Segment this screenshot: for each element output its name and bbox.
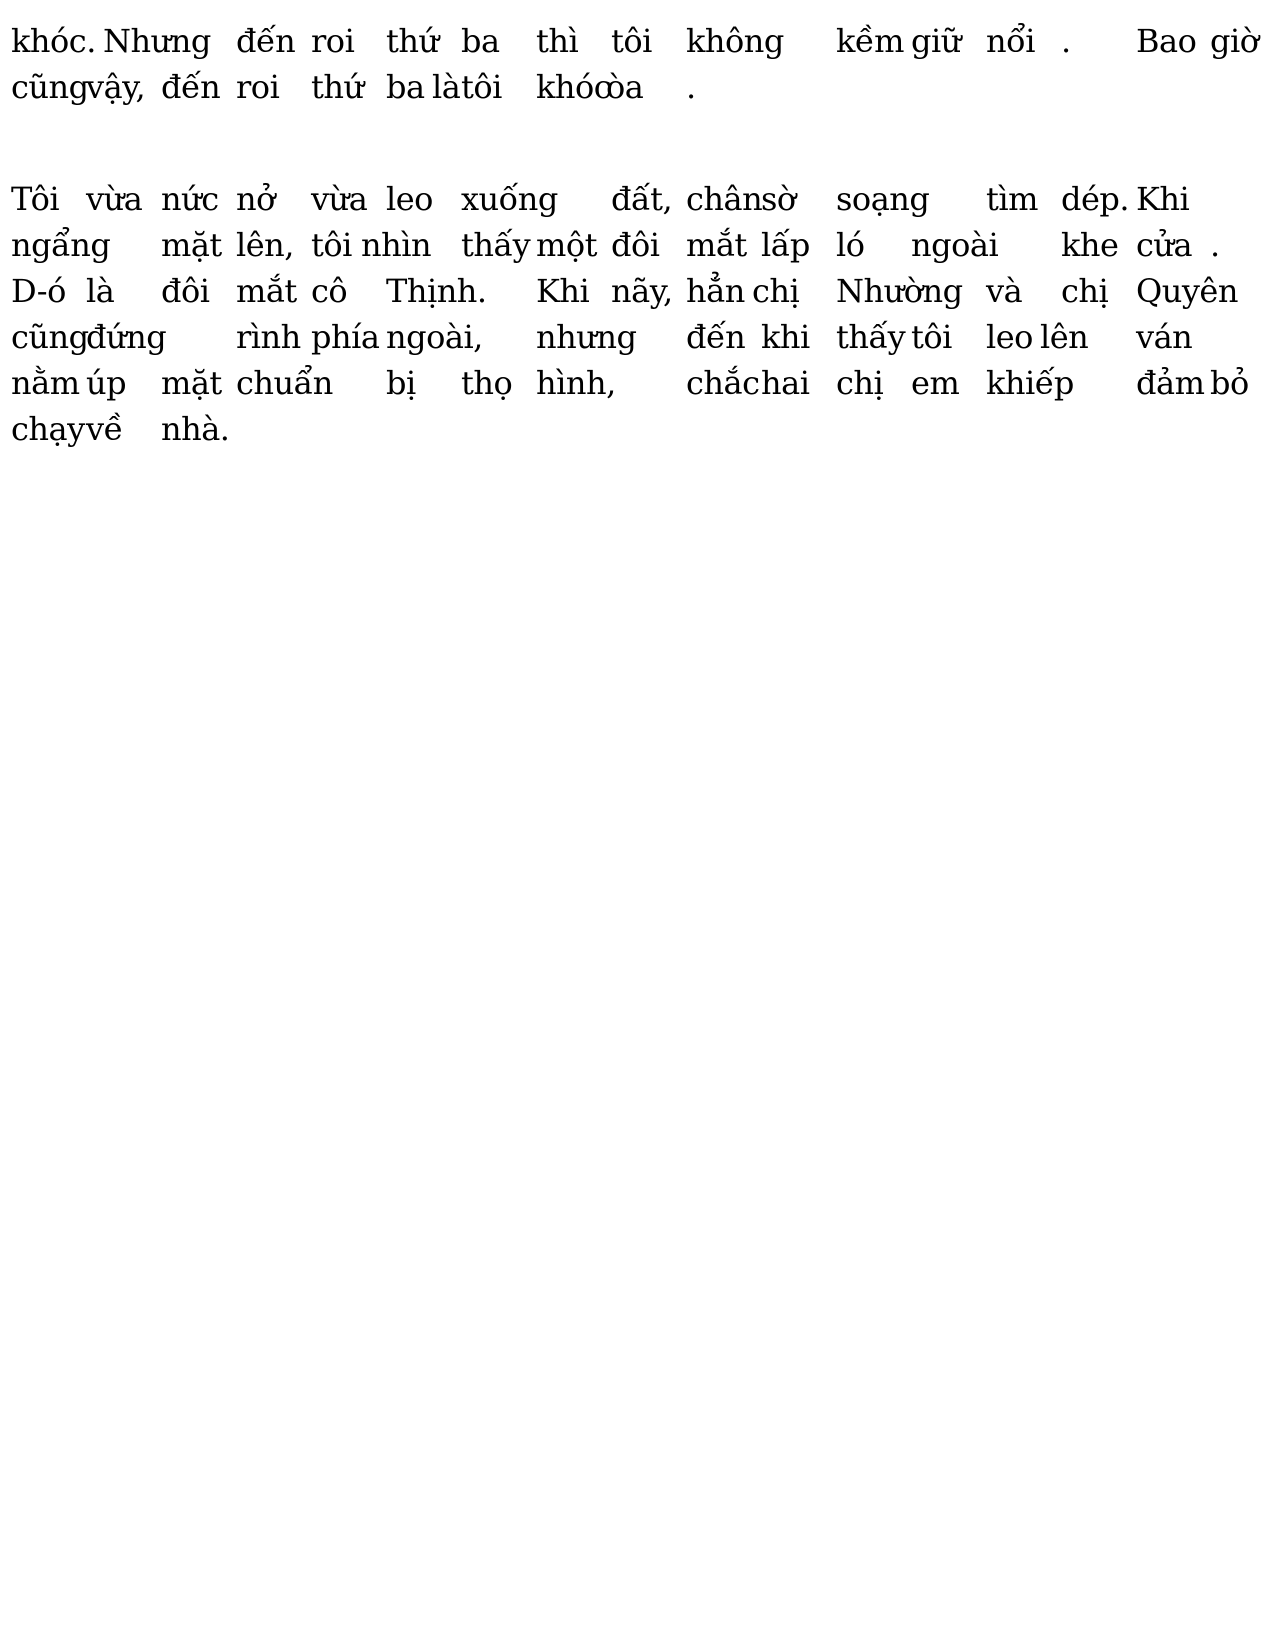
word: khe	[1061, 226, 1119, 264]
word: đến	[161, 68, 221, 106]
word: đất,	[611, 180, 673, 218]
word: chị	[752, 272, 800, 310]
word: đảm	[1136, 364, 1205, 402]
word: vậy,	[86, 68, 146, 106]
text-line	[0, 176, 1275, 222]
word: chuẩn	[236, 364, 333, 402]
word: Bao	[1136, 22, 1197, 60]
word: cửa	[1136, 226, 1193, 264]
word: thứ	[386, 22, 439, 60]
text-line	[0, 268, 1275, 314]
word: vừa	[86, 180, 143, 218]
word: lấp	[761, 226, 810, 264]
word: hẳn	[686, 272, 745, 310]
word: rình	[236, 318, 301, 356]
word: nở	[236, 180, 275, 218]
word: về	[86, 410, 123, 448]
word: nãy,	[611, 272, 673, 310]
word: đứng	[86, 318, 167, 356]
word: đến	[236, 22, 296, 60]
word: roi	[311, 22, 355, 60]
word: đôi	[161, 272, 210, 310]
word: thứ	[311, 68, 364, 106]
word: sờ	[761, 180, 796, 218]
word: tôi	[311, 226, 352, 264]
word: tôi	[911, 318, 952, 356]
word: ngoài	[911, 226, 999, 264]
word: thấy	[836, 318, 906, 356]
word: Nhường	[836, 272, 963, 310]
word: bỏ	[1210, 364, 1249, 402]
word: chạy	[11, 410, 85, 448]
word: úp	[86, 364, 127, 402]
word: nhìn	[361, 226, 432, 264]
word: nhà.	[161, 410, 230, 448]
word: chị	[836, 364, 884, 402]
word: ba	[461, 22, 500, 60]
word: đến	[686, 318, 746, 356]
word: là	[86, 272, 115, 310]
word: thọ	[461, 364, 513, 402]
word: chắc	[686, 364, 760, 402]
word: bị	[386, 364, 416, 402]
word: ngoài,	[386, 318, 483, 356]
word: kềm	[836, 22, 904, 60]
word: cô	[311, 272, 348, 310]
word: tìm	[986, 180, 1038, 218]
word: ván	[1136, 318, 1193, 356]
word: nức	[161, 180, 219, 218]
text-line	[0, 314, 1275, 360]
word: òa	[606, 68, 644, 106]
word: khóc	[536, 68, 612, 106]
word: khóc.	[11, 22, 96, 60]
text-line	[0, 406, 1275, 452]
word: cũng	[11, 318, 89, 356]
word: Tôi	[11, 180, 60, 218]
word: chị	[1061, 272, 1109, 310]
word: khiếp	[986, 364, 1074, 402]
word: Khi	[1136, 180, 1190, 218]
text-line	[0, 18, 1275, 64]
word: .	[1210, 226, 1220, 264]
word: mặt	[161, 364, 222, 402]
word: thấy	[461, 226, 531, 264]
text-line	[0, 64, 1275, 110]
word: giữ	[911, 22, 961, 60]
word: Quyên	[1136, 272, 1238, 310]
word: Thịnh.	[386, 272, 487, 310]
word: mắt	[686, 226, 747, 264]
word: và	[986, 272, 1023, 310]
word: thì	[536, 22, 579, 60]
word: nổi	[986, 22, 1035, 60]
word: tôi	[461, 68, 502, 106]
word: giờ	[1210, 22, 1259, 60]
word: nhưng	[536, 318, 637, 356]
word: phía	[311, 318, 380, 356]
word: ngẩng	[11, 226, 111, 264]
word: hình,	[536, 364, 616, 402]
word: đôi	[611, 226, 660, 264]
word: vừa	[311, 180, 368, 218]
word: không	[686, 22, 784, 60]
word: ba	[386, 68, 425, 106]
word: Nhưng	[103, 22, 211, 60]
word: lên	[1040, 318, 1089, 356]
word: soạng	[836, 180, 930, 218]
word: .	[1061, 22, 1071, 60]
word: roi	[236, 68, 280, 106]
word: dép.	[1061, 180, 1130, 218]
word: ló	[836, 226, 865, 264]
word: leo	[386, 180, 433, 218]
text-line	[0, 360, 1275, 406]
word: mặt	[161, 226, 222, 264]
word: nằm	[11, 364, 80, 402]
word: cũng	[11, 68, 89, 106]
text-line	[0, 222, 1275, 268]
word: lên,	[236, 226, 294, 264]
word: hai	[761, 364, 810, 402]
word: một	[536, 226, 597, 264]
word: leo	[986, 318, 1033, 356]
word: tôi	[611, 22, 652, 60]
word: .	[686, 68, 696, 106]
word: D-ó	[11, 272, 66, 310]
word: là	[432, 68, 461, 106]
word: khi	[761, 318, 810, 356]
word: em	[911, 364, 960, 402]
word: Khi	[536, 272, 590, 310]
word: mắt	[236, 272, 297, 310]
word: xuống	[461, 180, 558, 218]
word: chân	[686, 180, 763, 218]
